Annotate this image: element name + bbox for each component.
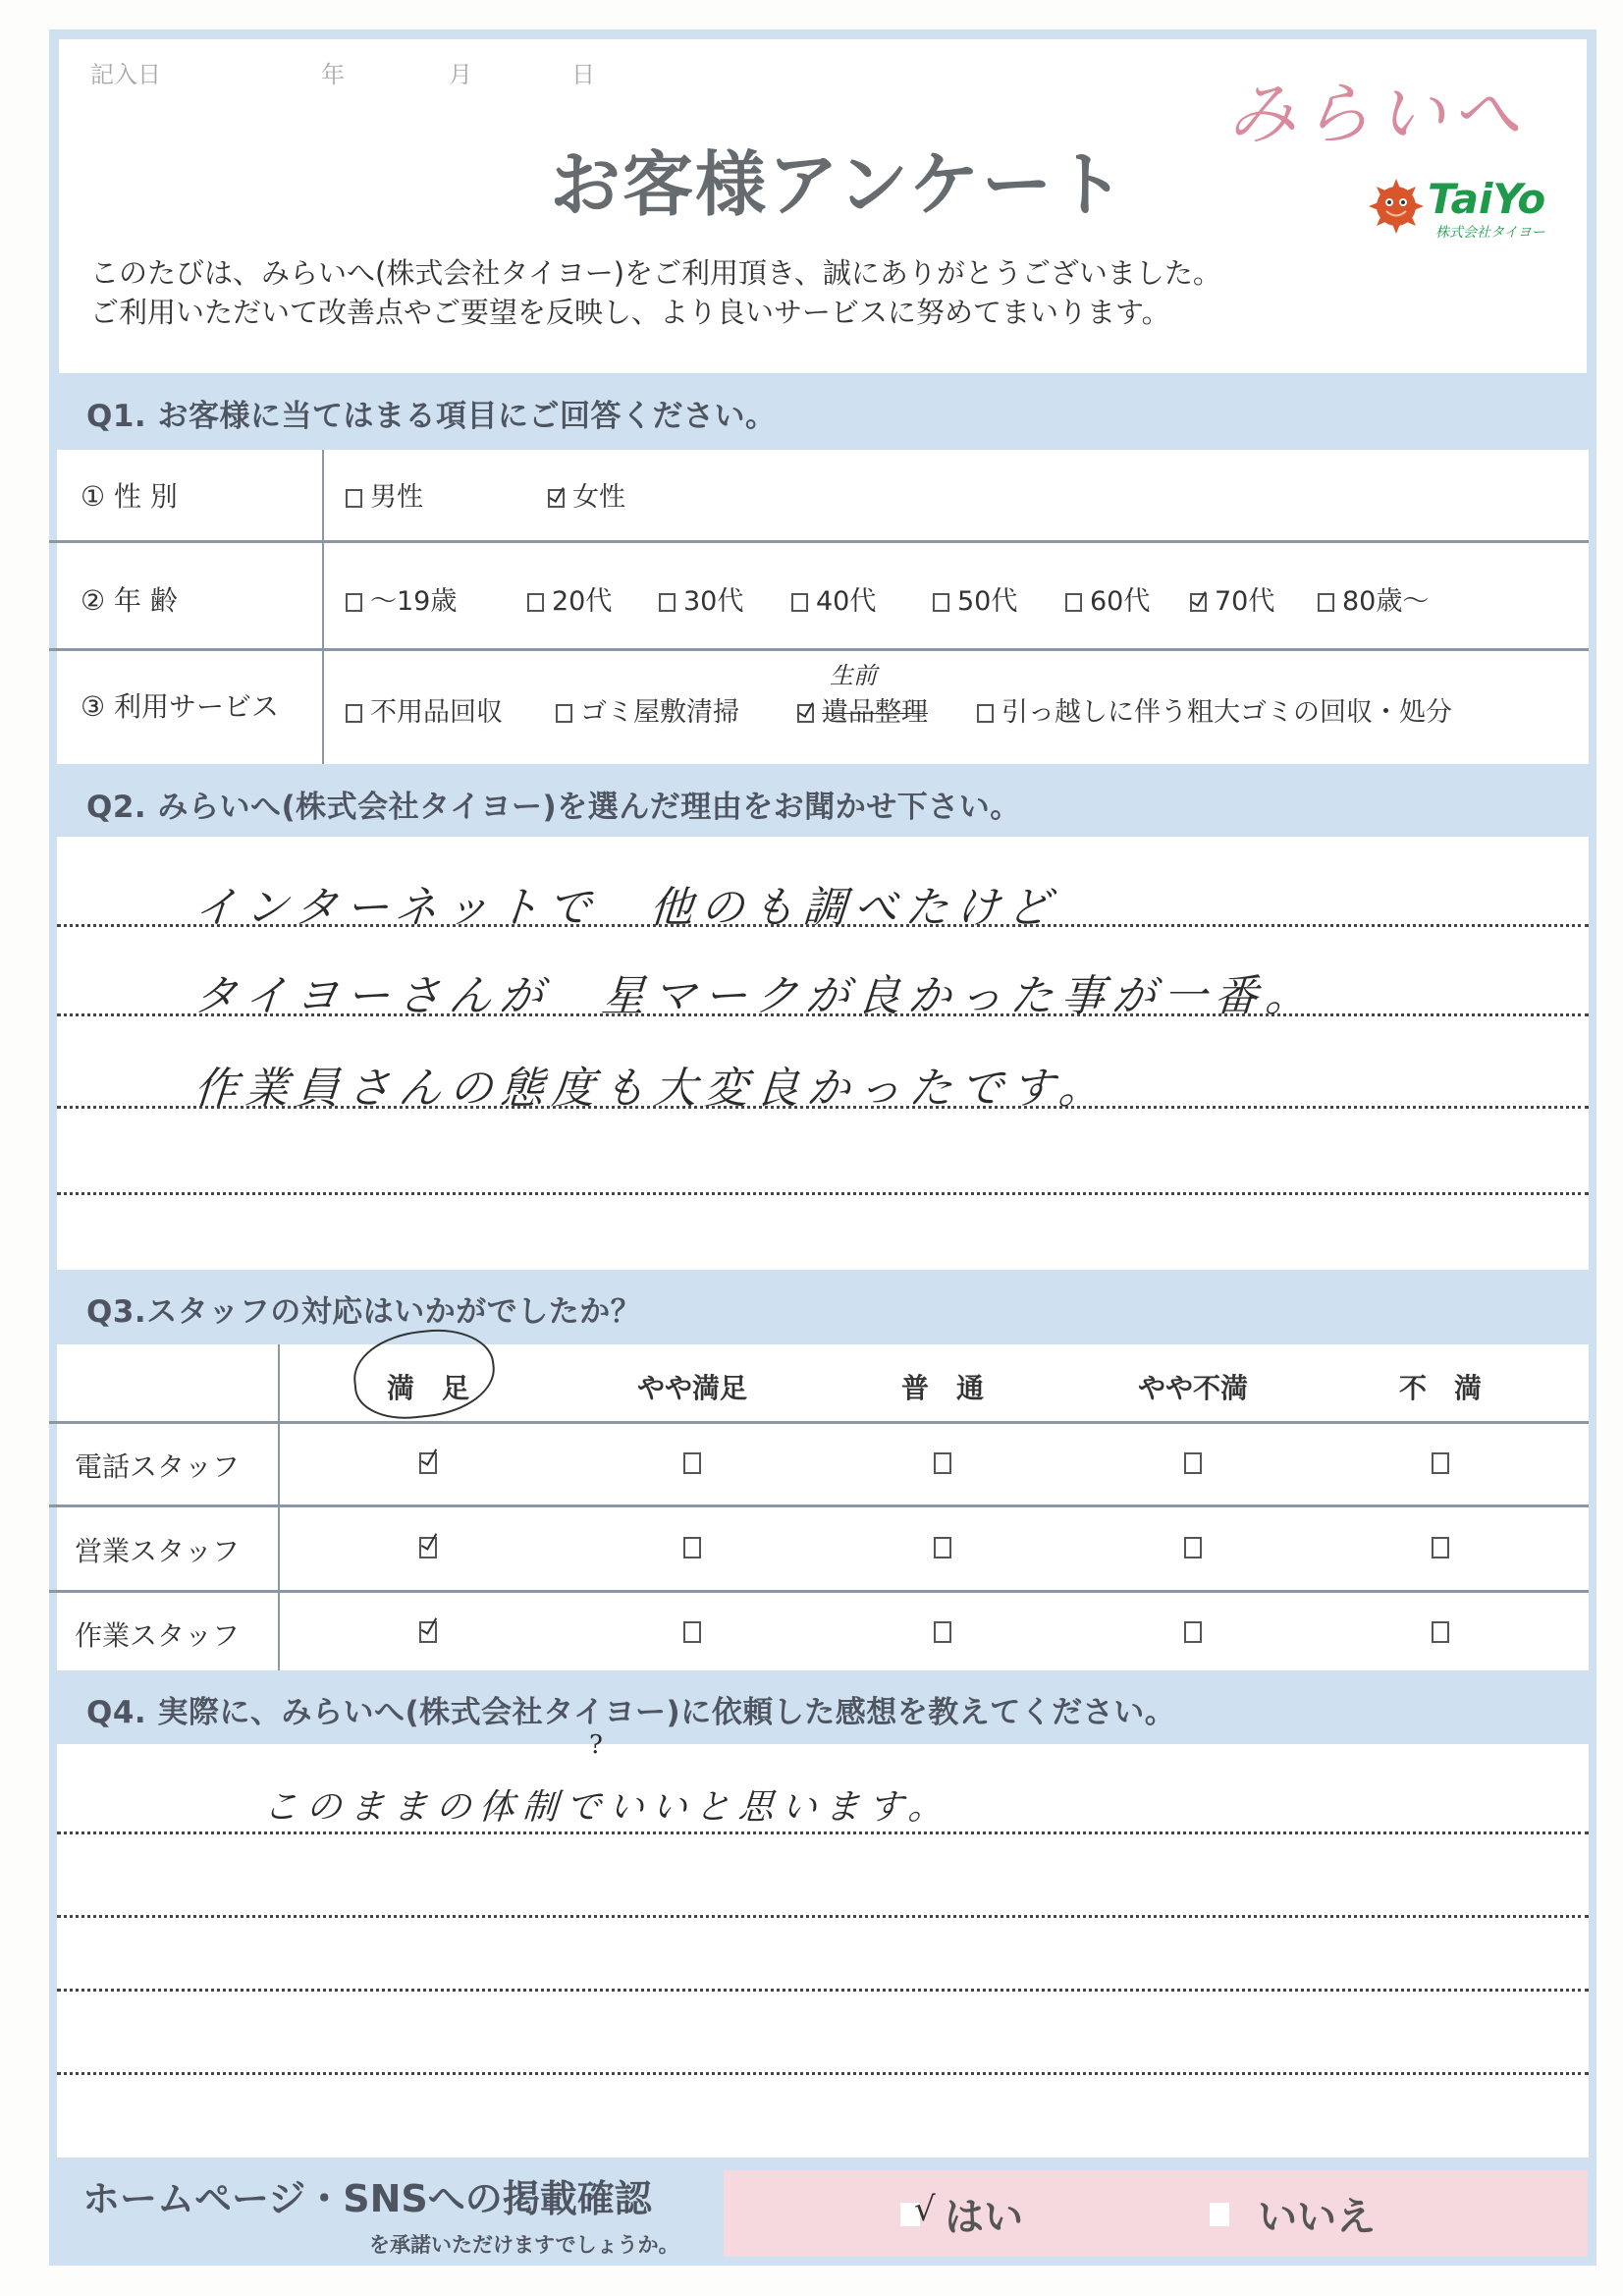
intro-text xyxy=(90,253,1221,332)
q2-answer-line xyxy=(57,1192,1589,1195)
q4-title: Q4. 実際に、みらいへ(株式会社タイヨー)に依頼した感想を教えてください。 xyxy=(86,1695,1176,1730)
taiyo-logo xyxy=(1367,175,1563,244)
q3-row-label-work-staff: 作業スタッフ xyxy=(75,1619,241,1652)
intro-line-1: このたびは、みらいへ(株式会社タイヨー)をご利用頂き、誠にありがとうございました。 xyxy=(90,256,1221,290)
checkbox-sales-satisfied[interactable] xyxy=(419,1537,437,1558)
consent-yes-checkmark: √ xyxy=(914,2190,936,2229)
checkbox-sales-dissatisfied[interactable] xyxy=(1432,1537,1449,1558)
q2-title: Q2. みらいへ(株式会社タイヨー)を選んだ理由をお聞かせ下さい。 xyxy=(86,790,1021,825)
q3-col-dissatisfied: 不 満 xyxy=(1398,1372,1482,1404)
q2-answer-text-line-3: 作業員さんの態度も大変良かったです。 xyxy=(191,1064,1111,1114)
q3-row-label-phone-staff: 電話スタッフ xyxy=(75,1450,241,1483)
consent-no-label: いいえ xyxy=(1258,2195,1377,2240)
consent-yes-option[interactable] xyxy=(900,2186,1023,2241)
q4-answer-line xyxy=(57,1831,1589,1834)
option-age-80plus[interactable]: 80歳～ xyxy=(1318,579,1429,618)
handwritten-brand: みらいへ xyxy=(1227,74,1526,154)
q3-col-divider xyxy=(278,1344,280,1670)
handwritten-annotation-seizen: 生前 xyxy=(830,662,877,689)
smiling-sun-icon xyxy=(1367,177,1426,236)
q3-row-label-sales-staff: 営業スタッフ xyxy=(75,1535,241,1567)
option-junk-removal[interactable]: 不用品回収 xyxy=(346,690,503,729)
consent-yes-label: はい xyxy=(945,2195,1024,2240)
intro-line-2: ご利用いただいて改善点やご要望を反映し、より良いサービスに努めてまいります。 xyxy=(90,296,1170,329)
checkbox-age-80plus[interactable] xyxy=(1318,593,1334,612)
checkbox-work-neutral[interactable] xyxy=(934,1621,951,1643)
checkbox-age-20s[interactable] xyxy=(527,593,544,612)
checkbox-sales-somewhat-satisfied[interactable] xyxy=(683,1537,701,1558)
checkbox-age-30s[interactable] xyxy=(659,593,676,612)
checkbox-phone-dissatisfied[interactable] xyxy=(1432,1452,1449,1474)
option-male[interactable]: 男性 xyxy=(346,475,423,514)
checkbox-moving-bulky-waste[interactable] xyxy=(977,704,994,723)
checkbox-estate-cleanup[interactable] xyxy=(797,704,814,723)
page-title: お客様アンケート xyxy=(550,143,1127,226)
checkbox-male[interactable] xyxy=(346,489,362,508)
q1-col-divider xyxy=(322,450,324,764)
date-label: 記入日 xyxy=(90,61,161,88)
q2-answer-text-line-2: タイヨーさんが 星マークが良かった事が一番。 xyxy=(191,971,1319,1021)
q4-answer-line xyxy=(57,1989,1589,1992)
checkbox-sales-somewhat-dissatisfied[interactable] xyxy=(1184,1537,1202,1558)
date-row xyxy=(90,55,595,89)
q3-title: Q3.スタッフの対応はいかがでしたか？ xyxy=(86,1294,642,1330)
day-label: 日 xyxy=(571,61,595,88)
checkbox-phone-satisfied[interactable] xyxy=(419,1452,437,1474)
option-age-50s[interactable]: 50代 xyxy=(933,579,1017,618)
checkbox-age-40s[interactable] xyxy=(791,593,808,612)
consent-title: ホームページ・SNSへの掲載確認 xyxy=(82,2177,652,2220)
consent-no-option[interactable] xyxy=(1210,2186,1376,2241)
option-age-under19[interactable]: ～19歳 xyxy=(346,579,457,618)
q1-row-label-gender: ① 性 別 xyxy=(81,480,178,513)
option-age-70s[interactable]: 70代 xyxy=(1190,579,1274,618)
checkbox-age-50s[interactable] xyxy=(933,593,949,612)
checkbox-phone-somewhat-satisfied[interactable] xyxy=(683,1452,701,1474)
option-age-60s[interactable]: 60代 xyxy=(1065,579,1150,618)
option-estate-cleanup[interactable]: 遺品整理 xyxy=(797,690,928,729)
checkbox-phone-neutral[interactable] xyxy=(934,1452,951,1474)
q3-col-somewhat-dissatisfied: やや不満 xyxy=(1137,1372,1248,1404)
consent-subtitle: を承諾いただけますでしょうか。 xyxy=(369,2233,679,2257)
checkbox-consent-no[interactable] xyxy=(1210,2203,1229,2226)
option-age-40s[interactable]: 40代 xyxy=(791,579,876,618)
q4-answer-text-line-1: このままの体制でいいと思います。 xyxy=(261,1787,953,1828)
q3-row-divider xyxy=(49,1421,1589,1424)
logo-company-text: 株式会社タイヨー xyxy=(1435,225,1545,241)
q4-answer-line xyxy=(57,1915,1589,1918)
option-age-20s[interactable]: 20代 xyxy=(527,579,612,618)
q3-row-divider xyxy=(49,1590,1589,1593)
q1-row-divider xyxy=(49,648,1589,651)
checkbox-female[interactable] xyxy=(548,489,565,508)
checkbox-age-70s[interactable] xyxy=(1190,593,1207,612)
q1-row-divider xyxy=(49,540,1589,543)
option-hoarder-cleaning[interactable]: ゴミ屋敷清掃 xyxy=(556,690,739,729)
year-label: 年 xyxy=(321,61,345,88)
checkbox-work-somewhat-satisfied[interactable] xyxy=(683,1621,701,1643)
option-age-30s[interactable]: 30代 xyxy=(659,579,743,618)
q3-col-satisfied: 満 足 xyxy=(386,1372,469,1404)
checkbox-work-somewhat-dissatisfied[interactable] xyxy=(1184,1621,1202,1643)
q2-answer-text-line-1: インターネットで 他のも調べたけど xyxy=(191,883,1060,933)
checkbox-work-dissatisfied[interactable] xyxy=(1432,1621,1449,1643)
q1-title: Q1. お客様に当てはまる項目にご回答ください。 xyxy=(86,399,777,434)
consent-answer-box xyxy=(724,2170,1588,2257)
q4-answer-line xyxy=(57,2072,1589,2075)
q1-row-label-service: ③ 利用サービス xyxy=(81,690,280,723)
q1-row-label-age: ② 年 齢 xyxy=(81,584,178,617)
checkbox-hoarder-cleaning[interactable] xyxy=(556,704,572,723)
checkbox-age-under19[interactable] xyxy=(346,593,362,612)
option-female[interactable]: 女性 xyxy=(548,475,625,514)
logo-brand-text: TaiYo xyxy=(1428,175,1546,223)
checkbox-phone-somewhat-dissatisfied[interactable] xyxy=(1184,1452,1202,1474)
checkbox-junk-removal[interactable] xyxy=(346,704,362,723)
checkbox-sales-neutral[interactable] xyxy=(934,1537,951,1558)
q3-col-neutral: 普 通 xyxy=(900,1372,984,1404)
checkbox-age-60s[interactable] xyxy=(1065,593,1082,612)
q3-row-divider xyxy=(49,1504,1589,1507)
month-label: 月 xyxy=(449,61,472,88)
q4-annotation-question-mark: ? xyxy=(589,1730,603,1760)
checkbox-work-satisfied[interactable] xyxy=(419,1621,437,1643)
option-moving-bulky-waste[interactable]: 引っ越しに伴う粗大ゴミの回収・処分 xyxy=(977,690,1452,729)
q3-col-somewhat-satisfied: やや満足 xyxy=(636,1372,747,1404)
